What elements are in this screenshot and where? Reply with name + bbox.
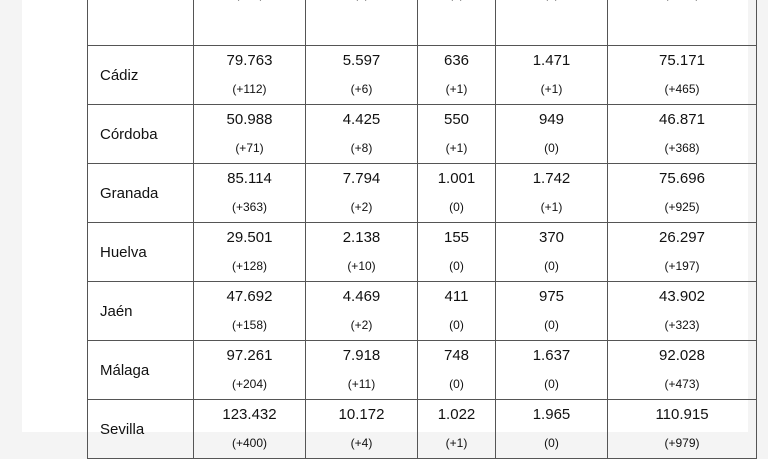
value-cell xyxy=(194,400,306,459)
delta-value: (+6) xyxy=(350,82,373,96)
value-cell xyxy=(496,400,608,459)
table-row xyxy=(88,223,757,282)
total-value: 26.297 xyxy=(659,229,705,246)
total-value: 123.432 xyxy=(222,406,277,423)
total-value: 1.965 xyxy=(532,406,571,423)
value-cell xyxy=(306,0,418,46)
value-cell xyxy=(194,46,306,105)
delta-value xyxy=(194,0,305,1)
province-name: Córdoba xyxy=(88,105,194,164)
value-cell xyxy=(306,341,418,400)
total-value: 75.696 xyxy=(659,170,705,187)
total-value: 1.637 xyxy=(532,347,571,364)
value-cell xyxy=(306,223,418,282)
delta-value: (0) xyxy=(449,200,464,214)
delta-value: (0) xyxy=(449,318,464,332)
total-value: 155 xyxy=(443,229,470,246)
value-cell xyxy=(608,46,757,105)
delta-value: (+473) xyxy=(664,377,700,391)
delta-value: (0) xyxy=(544,259,559,273)
total-value: 4.469 xyxy=(342,288,381,305)
total-value: 411 xyxy=(444,288,469,305)
total-value: 47.692 xyxy=(226,288,273,305)
table-row xyxy=(88,164,757,223)
province-name: Cádiz xyxy=(88,46,194,105)
delta-value xyxy=(418,0,495,1)
delta-value: (+112) xyxy=(232,82,267,96)
total-value: 636 xyxy=(443,52,470,69)
table-row xyxy=(88,46,757,105)
delta-value: (+1) xyxy=(445,141,468,155)
value-cell xyxy=(306,164,418,223)
delta-value: (+368) xyxy=(664,141,700,155)
delta-value: (+2) xyxy=(350,318,373,332)
value-cell xyxy=(194,105,306,164)
delta-value: (+979) xyxy=(664,436,700,450)
province-name: Jaén xyxy=(88,282,194,341)
delta-value: (+197) xyxy=(664,259,700,273)
value-cell xyxy=(608,400,757,459)
delta-value: (+363) xyxy=(231,200,268,214)
total-value: 46.871 xyxy=(659,111,705,128)
delta-value: (+71) xyxy=(235,141,264,155)
province-name: Málaga xyxy=(88,341,194,400)
value-cell xyxy=(418,105,496,164)
delta-value: (+1) xyxy=(540,200,563,214)
value-cell xyxy=(608,164,757,223)
delta-value: (0) xyxy=(449,259,464,273)
total-value: 2.138 xyxy=(342,229,381,246)
delta-value: (+1) xyxy=(540,82,563,96)
delta-value xyxy=(608,0,756,1)
province-cell xyxy=(88,0,194,46)
value-cell xyxy=(496,105,608,164)
delta-value xyxy=(496,0,607,1)
value-cell xyxy=(496,164,608,223)
delta-value: (+10) xyxy=(347,259,376,273)
total-value: 10.172 xyxy=(338,406,385,423)
value-cell xyxy=(418,46,496,105)
total-value: 85.114 xyxy=(227,170,272,187)
province-name: Granada xyxy=(88,164,194,223)
delta-value: (+925) xyxy=(664,200,700,214)
delta-value: (+4) xyxy=(350,436,373,450)
total-value: 5.597 xyxy=(342,52,381,69)
value-cell xyxy=(194,164,306,223)
value-cell xyxy=(608,0,757,46)
total-value: 4.425 xyxy=(342,111,381,128)
total-value: 7.918 xyxy=(342,347,381,364)
table-row xyxy=(88,282,757,341)
total-value: 43.902 xyxy=(659,288,705,305)
value-cell xyxy=(496,282,608,341)
total-value: 1.471 xyxy=(532,52,571,69)
total-value: 92.028 xyxy=(659,347,705,364)
total-value: 1.022 xyxy=(437,406,476,423)
value-cell xyxy=(608,105,757,164)
value-cell xyxy=(496,0,608,46)
value-cell xyxy=(608,341,757,400)
delta-value: (0) xyxy=(544,436,559,450)
value-cell xyxy=(306,282,418,341)
total-value: 97.261 xyxy=(226,347,273,364)
value-cell xyxy=(306,46,418,105)
total-value: 748 xyxy=(443,347,470,364)
value-cell xyxy=(194,341,306,400)
total-value: 370 xyxy=(538,229,565,246)
total-value: 79.763 xyxy=(226,52,273,69)
delta-value: (0) xyxy=(544,141,559,155)
delta-value: (+204) xyxy=(231,377,268,391)
province-name: Huelva xyxy=(88,223,194,282)
delta-value: (+8) xyxy=(350,141,373,155)
value-cell xyxy=(418,223,496,282)
value-cell xyxy=(496,341,608,400)
delta-value: (+11) xyxy=(347,377,376,391)
total-value: 50.988 xyxy=(226,111,273,128)
total-value: 29.501 xyxy=(226,229,273,246)
table-row xyxy=(88,105,757,164)
total-value: 110.915 xyxy=(655,406,709,423)
delta-value: (+2) xyxy=(350,200,373,214)
value-cell xyxy=(306,105,418,164)
delta-value: (+1) xyxy=(445,82,468,96)
value-cell xyxy=(194,0,306,46)
value-cell xyxy=(194,282,306,341)
province-name: Sevilla xyxy=(88,400,194,459)
value-cell xyxy=(608,223,757,282)
table-row xyxy=(88,400,757,459)
value-cell xyxy=(418,400,496,459)
delta-value: (0) xyxy=(544,377,559,391)
delta-value: (+323) xyxy=(664,318,700,332)
value-cell xyxy=(418,0,496,46)
delta-value: (+400) xyxy=(231,436,268,450)
delta-value: (+128) xyxy=(231,259,268,273)
value-cell xyxy=(496,223,608,282)
delta-value: (0) xyxy=(544,318,559,332)
value-cell xyxy=(418,164,496,223)
delta-value: (0) xyxy=(449,377,464,391)
value-cell xyxy=(194,223,306,282)
total-value: 1.001 xyxy=(437,170,476,187)
total-value: 949 xyxy=(538,111,565,128)
delta-value: (+465) xyxy=(664,82,700,96)
table-row xyxy=(88,341,757,400)
delta-value: (+158) xyxy=(231,318,268,332)
delta-value xyxy=(306,0,417,1)
total-value: 550 xyxy=(443,111,470,128)
total-value: 975 xyxy=(538,288,565,305)
value-cell xyxy=(418,282,496,341)
value-cell xyxy=(306,400,418,459)
province-data-table xyxy=(87,0,757,459)
delta-value: (+1) xyxy=(445,436,468,450)
table-row-partial xyxy=(88,0,757,46)
total-value: 1.742 xyxy=(532,170,571,187)
value-cell xyxy=(496,46,608,105)
value-cell xyxy=(608,282,757,341)
total-value: 7.794 xyxy=(342,170,381,187)
total-value: 75.171 xyxy=(659,52,705,69)
value-cell xyxy=(418,341,496,400)
